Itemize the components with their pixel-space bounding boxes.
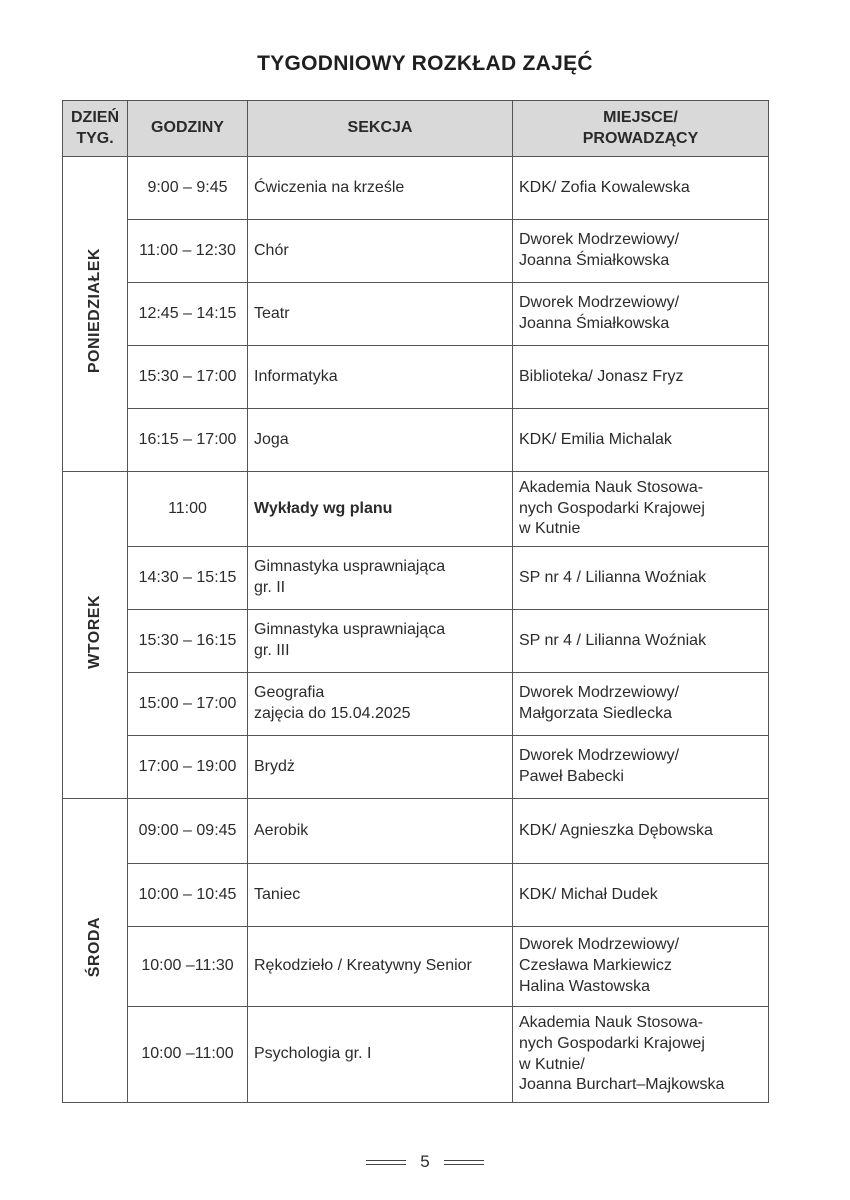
section-line: Joga [254,430,289,448]
day-cell [63,472,128,799]
section-line: Psychologia gr. I [254,1045,372,1063]
place-line: KDK/ Emilia Michalak [519,430,672,448]
section-cell [248,346,513,409]
hours-cell: 15:00 – 17:00 [128,673,248,736]
place-cell [513,610,769,673]
place-line: KDK/ Agnieszka Dębowska [519,821,713,839]
table-row [63,472,769,547]
header-place [513,101,769,157]
section-cell [248,864,513,927]
section-cell [248,1007,513,1103]
section-line: Gimnastyka usprawniająca [254,558,446,576]
section-line: Chór [254,241,289,259]
place-cell [513,409,769,472]
footer-rule-right [444,1160,484,1165]
hours-cell: 10:00 –11:30 [128,927,248,1007]
place-cell [513,157,769,220]
place-line: Czesława Markiewicz [519,957,672,975]
section-line: gr. II [254,579,286,596]
section-line: Teatr [254,304,290,322]
day-cell [63,157,128,472]
place-line: Dworek Modrzewiowy/ [519,936,680,954]
day-label: ŚRODA [85,916,103,978]
section-cell [248,283,513,346]
page-footer [0,1152,850,1172]
hours-cell: 16:15 – 17:00 [128,409,248,472]
place-line: KDK/ Zofia Kowalewska [519,178,690,196]
place-line: Halina Wastowska [519,977,651,995]
section-line: Ćwiczenia na krześle [254,178,405,196]
footer-rule-left [366,1160,406,1165]
schedule-table [62,100,769,1103]
section-line: Aerobik [254,821,309,839]
table-row [63,409,769,472]
day-label: WTOREK [85,594,103,669]
hours-cell: 10:00 – 10:45 [128,864,248,927]
place-line: Dworek Modrzewiowy/ [519,747,680,765]
page-number: 5 [420,1152,430,1171]
table-row [63,283,769,346]
hours-cell: 11:00 [128,472,248,547]
place-line: Paweł Babecki [519,768,624,785]
place-line: w Kutnie [519,520,581,538]
place-line: nych Gospodarki Krajowej [519,1034,705,1052]
place-cell [513,547,769,610]
table-row [63,547,769,610]
day-label: PONIEDZIAŁEK [85,248,103,374]
header-place-line1: MIEJSCE/ [603,108,678,126]
section-line: Wykłady wg planu [254,499,393,517]
section-line: Gimnastyka usprawniająca [254,621,446,639]
hours-cell: 9:00 – 9:45 [128,157,248,220]
header-day-line1: DZIEŃ [71,108,119,126]
header-hours: GODZINY [128,101,248,157]
section-line: Geografia [254,684,325,702]
header-day [63,101,128,157]
table-row [63,220,769,283]
place-cell [513,1007,769,1103]
place-line: Dworek Modrzewiowy/ [519,231,680,249]
place-cell [513,736,769,799]
table-row [63,799,769,864]
header-day-line2: TYG. [76,129,114,147]
section-cell [248,472,513,547]
place-line: SP nr 4 / Lilianna Woźniak [519,568,707,586]
table-row [63,1007,769,1103]
table-row [63,864,769,927]
hours-cell: 14:30 – 15:15 [128,547,248,610]
section-line: Taniec [254,885,301,903]
section-cell [248,547,513,610]
hours-cell: 17:00 – 19:00 [128,736,248,799]
place-line: nych Gospodarki Krajowej [519,499,705,517]
table-row [63,610,769,673]
header-row [63,101,769,157]
section-cell [248,220,513,283]
section-line: Rękodzieło / Kreatywny Senior [254,957,472,975]
place-cell [513,220,769,283]
section-line: Brydż [254,757,295,775]
place-cell [513,673,769,736]
hours-cell: 15:30 – 16:15 [128,610,248,673]
section-cell [248,673,513,736]
schedule-body [63,157,769,1103]
section-cell [248,610,513,673]
table-row [63,927,769,1007]
header-section: SEKCJA [248,101,513,157]
place-line: Joanna Śmiałkowska [519,315,670,332]
section-line: Informatyka [254,367,338,385]
place-cell [513,472,769,547]
place-line: Dworek Modrzewiowy/ [519,294,680,312]
place-line: Joanna Śmiałkowska [519,252,670,269]
place-line: Akademia Nauk Stosowa- [519,478,704,496]
hours-cell: 12:45 – 14:15 [128,283,248,346]
hours-cell: 15:30 – 17:00 [128,346,248,409]
hours-cell: 10:00 –11:00 [128,1007,248,1103]
place-line: w Kutnie/ [519,1055,585,1073]
table-row [63,157,769,220]
page-title: TYGODNIOWY ROZKŁAD ZAJĘĆ [257,52,593,75]
header-place-line2: PROWADZĄCY [582,129,699,147]
hours-cell: 09:00 – 09:45 [128,799,248,864]
section-cell [248,157,513,220]
table-row [63,673,769,736]
place-line: Akademia Nauk Stosowa- [519,1013,704,1031]
section-cell [248,736,513,799]
place-line: KDK/ Michał Dudek [519,885,658,903]
place-line: Joanna Burchart–Majkowska [519,1076,725,1094]
table-row [63,736,769,799]
place-line: Dworek Modrzewiowy/ [519,684,680,702]
place-cell [513,283,769,346]
place-line: Biblioteka/ Jonasz Fryz [519,367,684,385]
place-line: SP nr 4 / Lilianna Woźniak [519,631,707,649]
section-line: zajęcia do 15.04.2025 [254,705,411,722]
place-cell [513,799,769,864]
section-cell [248,799,513,864]
place-cell [513,346,769,409]
place-cell [513,927,769,1007]
place-line: Małgorzata Siedlecka [519,705,672,722]
table-row [63,346,769,409]
section-cell [248,927,513,1007]
section-line: gr. III [254,642,290,659]
day-cell [63,799,128,1103]
section-cell [248,409,513,472]
hours-cell: 11:00 – 12:30 [128,220,248,283]
place-cell [513,864,769,927]
